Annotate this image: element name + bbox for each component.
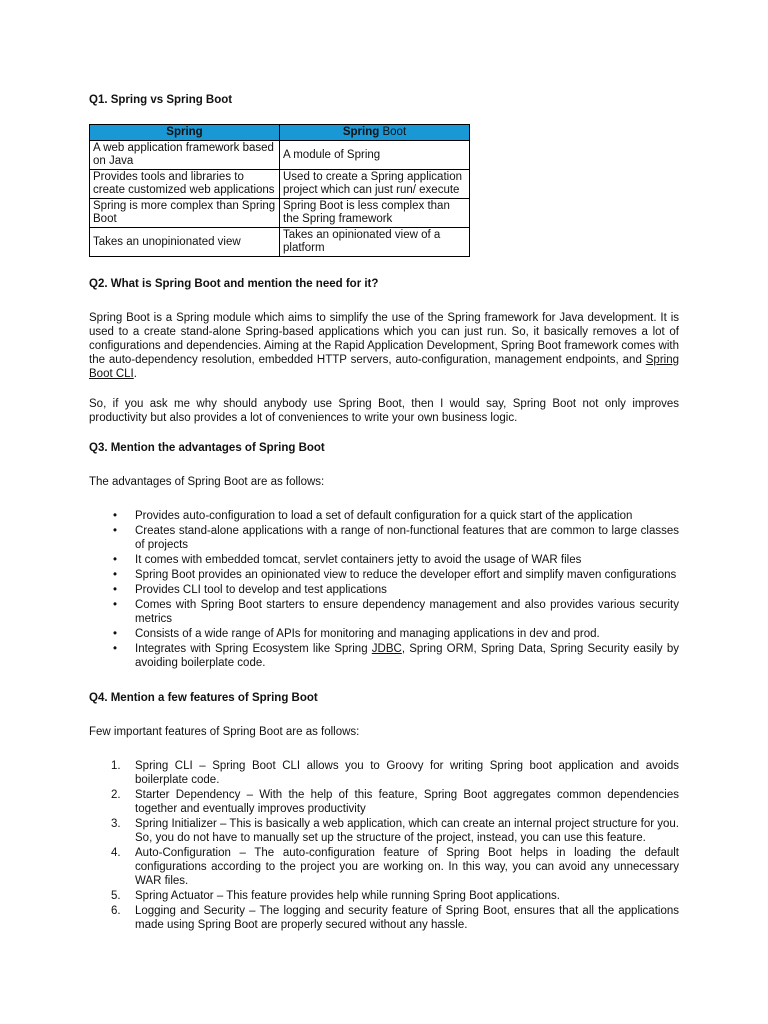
table-cell: Spring is more complex than Spring Boot xyxy=(90,199,280,228)
table-cell: Spring Boot is less complex than the Spring framework xyxy=(280,199,470,228)
list-number: 5. xyxy=(111,890,121,902)
table-cell: A module of Spring xyxy=(280,141,470,170)
spring-boot-cli-link[interactable]: Spring Boot CLI xyxy=(89,354,679,380)
list-item: • Provides CLI tool to develop and test applications xyxy=(113,584,387,596)
bullet-icon: • xyxy=(113,554,118,566)
features-list xyxy=(89,759,679,932)
comparison-table xyxy=(89,124,470,257)
table-cell: Provides tools and libraries to create customized web applications xyxy=(90,170,280,199)
list-item: 6. Logging and Security – The logging and security feature of Spring Boot, ensures that all the applications made using Spring Boot are properly secured without any hassle. xyxy=(111,905,679,931)
list-item: 2. Starter Dependency – With the help of this feature, Spring Boot aggregates common dependencies together and eventually improves productivity xyxy=(111,789,679,815)
list-item: • Comes with Spring Boot starters to ensure dependency management and also provides various security metrics xyxy=(113,599,679,625)
list-item: • Provides auto-configuration to load a set of default configuration for a quick start of the application xyxy=(113,510,633,522)
table-cell: A web application framework based on Java xyxy=(90,141,280,170)
table-cell: Used to create a Spring application project which can just run/ execute xyxy=(280,170,470,199)
list-item: • Spring Boot provides an opinionated view to reduce the developer effort and simplify maven configurations xyxy=(113,569,677,581)
list-item: 4. Auto-Configuration – The auto-configuration feature of Spring Boot helps in loading the default configurations according to the project you are working on. In this way, you can avoid any unnecessary WAR files. xyxy=(111,847,679,887)
table-row xyxy=(90,228,470,257)
header-spring-boot: Spring Boot xyxy=(280,125,470,141)
table-row xyxy=(90,170,470,199)
bullet-icon: • xyxy=(113,584,118,596)
table-row xyxy=(90,141,470,170)
jdbc-link[interactable]: JDBC xyxy=(371,643,402,655)
q3-heading: Q3. Mention the advantages of Spring Boot xyxy=(89,442,325,454)
list-number: 3. xyxy=(111,818,121,830)
list-item: 5. Spring Actuator – This feature provides help while running Spring Boot applications. xyxy=(111,890,560,902)
bullet-icon: • xyxy=(113,510,118,522)
list-item: • Integrates with Spring Ecosystem like Spring JDBC, Spring ORM, Spring Data, Spring Security easily by avoiding boilerplate code. xyxy=(113,643,679,669)
header-spring: Spring xyxy=(90,125,280,141)
list-number: 2. xyxy=(111,789,121,801)
advantages-list xyxy=(89,509,679,670)
list-item: • Creates stand-alone applications with a range of non-functional features that are common to large classes of projects xyxy=(113,525,679,551)
q2-heading: Q2. What is Spring Boot and mention the need for it? xyxy=(89,278,379,290)
list-number: 1. xyxy=(111,760,121,772)
list-number: 4. xyxy=(111,847,121,859)
q1-heading: Q1. Spring vs Spring Boot xyxy=(89,94,233,106)
list-item: 3. Spring Initializer – This is basically a web application, which can create an internal project structure for you. So, you do not have to manually set up the structure of the project, instead, you can use this feature. xyxy=(111,818,679,844)
bullet-icon: • xyxy=(113,643,118,655)
bullet-icon: • xyxy=(113,599,118,611)
document-content xyxy=(89,93,679,933)
list-item: • It comes with embedded tomcat, servlet containers jetty to avoid the usage of WAR files xyxy=(113,554,582,566)
q3-intro: The advantages of Spring Boot are as follows: xyxy=(89,476,325,488)
q2-paragraph-2: So, if you ask me why should anybody use Spring Boot, then I would say, Spring Boot not only improves productivity but also provides a lot of conveniences to write your own business logic. xyxy=(89,398,679,424)
table-cell: Takes an opinionated view of a platform xyxy=(280,228,470,257)
list-number: 6. xyxy=(111,905,121,917)
table-cell: Takes an unopinionated view xyxy=(90,228,280,257)
list-item: • Consists of a wide range of APIs for monitoring and managing applications in dev and prod. xyxy=(113,628,600,640)
table-header-row xyxy=(90,125,470,141)
list-item: 1. Spring CLI – Spring Boot CLI allows you to Groovy for writing Spring boot application and avoids boilerplate code. xyxy=(111,760,679,786)
q4-heading: Q4. Mention a few features of Spring Boot xyxy=(89,692,318,704)
q2-paragraph-1: Spring Boot is a Spring module which aims to simplify the use of the Spring framework for Java development. It is used to a create stand-alone Spring-based applications which you can just run. So, it basically removes a lot of configurations and dependencies. Aiming at the Rapid Application Development, Spring Boot framework comes with the auto-dependency resolution, embedded HTTP servers, auto-configuration, management endpoints, and Spring Boot CLI. xyxy=(89,312,679,380)
q4-intro: Few important features of Spring Boot are as follows: xyxy=(89,726,360,738)
bullet-icon: • xyxy=(113,525,118,537)
bullet-icon: • xyxy=(113,569,118,581)
bullet-icon: • xyxy=(113,628,118,640)
table-row xyxy=(90,199,470,228)
